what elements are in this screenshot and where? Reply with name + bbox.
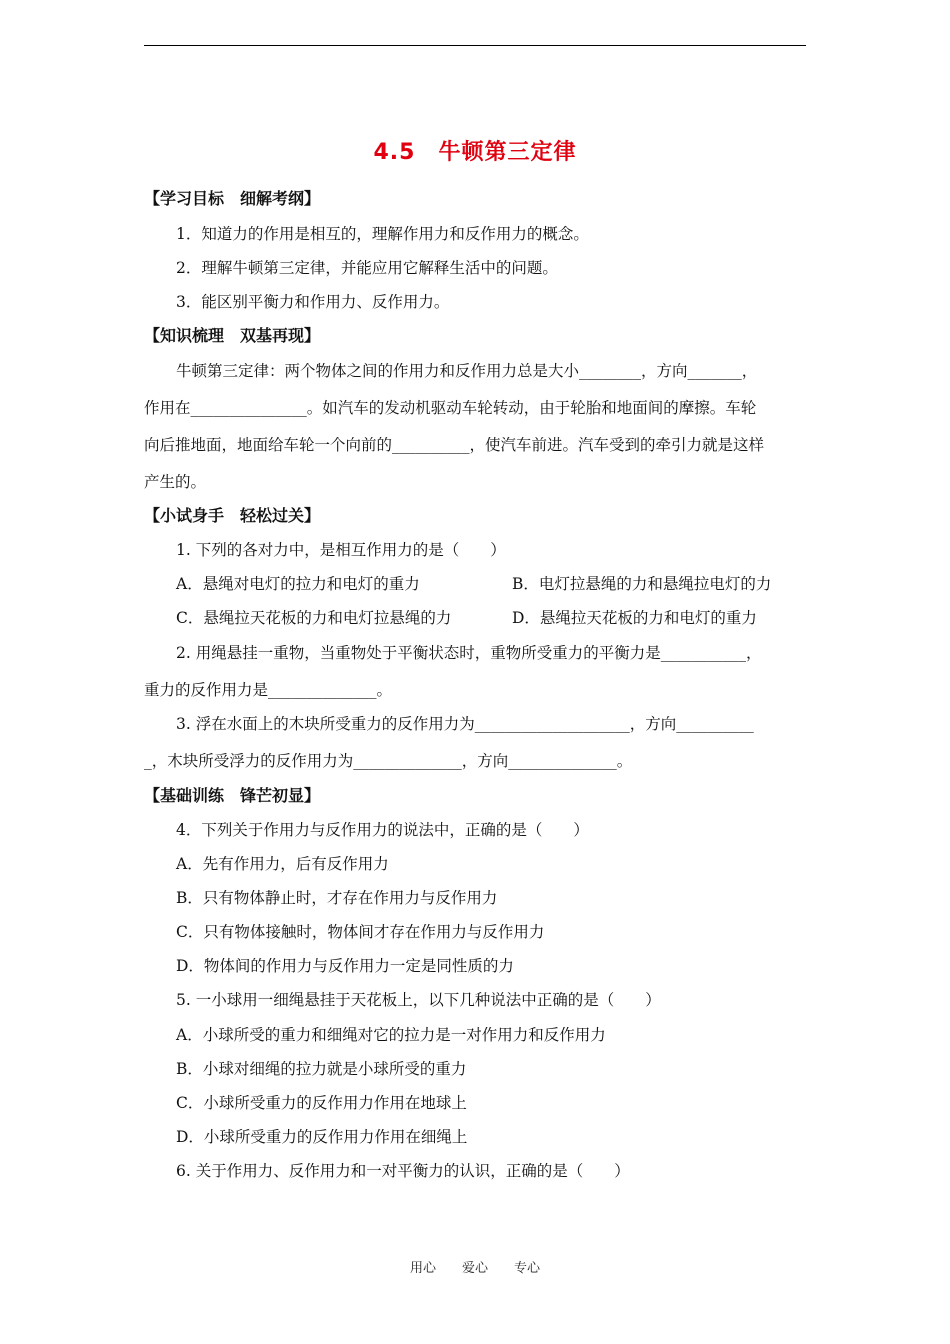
question-1-option-c: C．悬绳拉天花板的力和电灯拉悬绳的力: [176, 609, 452, 627]
page-footer: 用心 爱心 专心: [409, 1261, 540, 1276]
question-4-option-b: B．只有物体静止时，才存在作用力与反作用力: [176, 889, 498, 907]
section-heading-goals: 【学习目标 细解考纲】: [144, 189, 321, 208]
knowledge-line-2: 作用在_______________。如汽车的发动机驱动车轮转动，由于轮胎和地面间的摩擦。车轮: [144, 399, 757, 417]
question-5-option-c: C．小球所受重力的反作用力作用在地球上: [176, 1094, 467, 1112]
question-1-option-b: B．电灯拉悬绳的力和悬绳拉电灯的力: [512, 575, 772, 593]
section-heading-knowledge: 【知识梳理 双基再现】: [144, 326, 321, 345]
question-1: 1. 下列的各对力中，是相互作用力的是（ ）: [176, 541, 506, 559]
question-5-option-a: A．小球所受的重力和细绳对它的拉力是一对作用力和反作用力: [176, 1026, 606, 1044]
question-4-option-d: D．物体间的作用力与反作用力一定是同性质的力: [176, 957, 514, 975]
question-5: 5. 一小球用一细绳悬挂于天花板上，以下几种说法中正确的是（ ）: [176, 991, 661, 1009]
question-4-option-a: A．先有作用力，后有反作用力: [176, 855, 389, 873]
section-heading-basic: 【基础训练 锋芒初显】: [144, 786, 321, 805]
question-3-line-1: 3. 浮在水面上的木块所受重力的反作用力为____________________，方向__________: [176, 715, 754, 733]
question-2-line-2: 重力的反作用力是______________。: [144, 681, 393, 699]
question-4: 4．下列关于作用力与反作用力的说法中，正确的是（ ）: [176, 821, 589, 839]
header-rule: [144, 45, 806, 46]
question-1-option-a: A．悬绳对电灯的拉力和电灯的重力: [176, 575, 420, 593]
knowledge-line-4: 产生的。: [144, 473, 207, 491]
goal-item-3: 3．能区别平衡力和作用力、反作用力。: [176, 293, 450, 311]
question-5-option-d: D．小球所受重力的反作用力作用在细绳上: [176, 1128, 468, 1146]
question-5-option-b: B．小球对细绳的拉力就是小球所受的重力: [176, 1060, 467, 1078]
question-1-option-d: D．悬绳拉天花板的力和电灯的重力: [512, 609, 757, 627]
section-heading-trial: 【小试身手 轻松过关】: [144, 506, 321, 525]
goal-item-2: 2．理解牛顿第三定律，并能应用它解释生活中的问题。: [176, 259, 558, 277]
page-title: 4.5 牛顿第三定律: [373, 140, 577, 165]
question-3-line-2: _，木块所受浮力的反作用力为______________，方向______________。: [144, 752, 633, 770]
knowledge-line-1: 牛顿第三定律：两个物体之间的作用力和反作用力总是大小________，方向_______，: [176, 362, 758, 380]
goal-item-1: 1．知道力的作用是相互的，理解作用力和反作用力的概念。: [176, 225, 589, 243]
knowledge-line-3: 向后推地面，地面给车轮一个向前的__________，使汽车前进。汽车受到的牵引力就是这样: [144, 436, 765, 454]
question-4-option-c: C．只有物体接触时，物体间才存在作用力与反作用力: [176, 923, 545, 941]
question-2-line-1: 2. 用绳悬挂一重物，当重物处于平衡状态时，重物所受重力的平衡力是___________，: [176, 644, 762, 662]
question-6: 6. 关于作用力、反作用力和一对平衡力的认识，正确的是（ ）: [176, 1162, 630, 1180]
